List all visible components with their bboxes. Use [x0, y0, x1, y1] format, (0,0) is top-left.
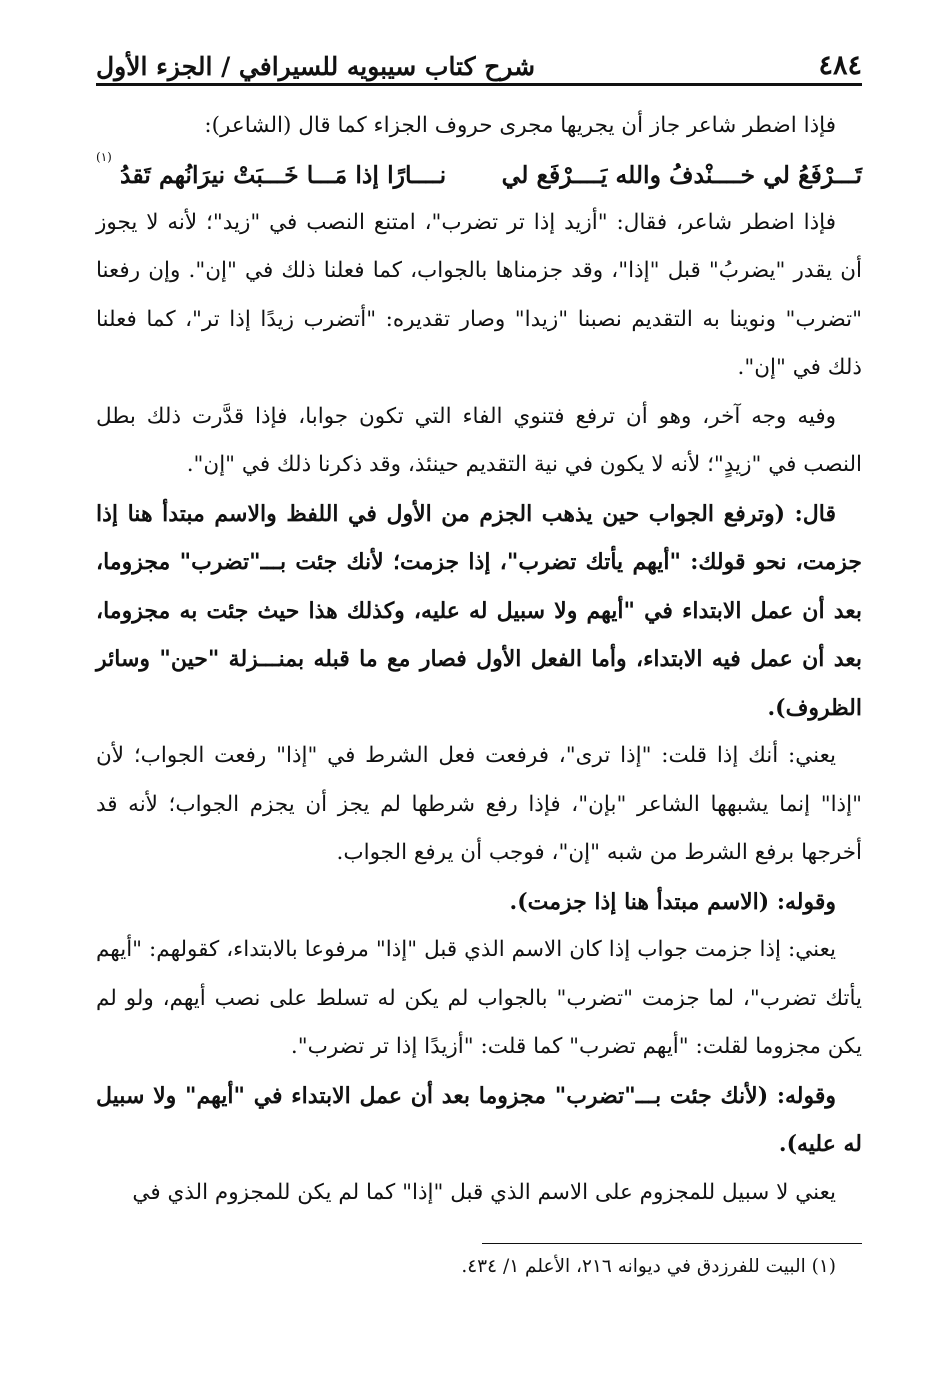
- footnote: (١) البيت للفرزدق في ديوانه ٢١٦، الأعلم ١/ ٤٣٤.: [461, 1256, 836, 1277]
- quoted-text-paragraph: قال: (وترفع الجواب حين يذهب الجزم من الأول في اللفظ والاسم مبتدأ هنا إذا جزمت، نحو قولك: "أيهم يأتك تضرب"، إذا جزمت؛ لأنك جئت بـــ"تضرب" مجزوما، بعد أن عمل الابتداء في "أيهم ولا سبيل له عليه، وكذلك هذا حيث جئت به مجزوما، بعد أن عمل فيه الابتداء، وأما الفعل الأول فصار مع ما قبله بمنـــزلة "حين" وسائر الظروف).: [96, 500, 862, 721]
- verse-first-hemistich-text: تَـــرْفَعُ لي خــــنْدفُ والله يَــــرْفَع لي: [501, 160, 862, 189]
- paragraph: يعني: إذا جزمت جواب إذا كان الاسم الذي قبل "إذا" مرفوعا بالابتداء، كقولهم: "أيهم يأتك تضرب"، لما جزمت "تضرب" بالجواب لم يكن له تسلط على نصب أيهم، ولو لم يكن مجزوما لقلت: "أيهم تضرب" كما قلت: "أزيدًا إذا تر تضرب".: [96, 937, 862, 1059]
- paragraph: وفيه وجه آخر، وهو أن ترفع فتنوي الفاء التي تكون جوابا، فإذا قدَّرت ذلك بطل النصب في "زيدٍ"؛ لأنه لا يكون في نية التقديم حينئذ، وقد ذكرنا ذلك في "إن".: [96, 403, 862, 477]
- page-header: [96, 40, 862, 86]
- body-text: [96, 102, 862, 1217]
- footnote-divider: [482, 1243, 862, 1244]
- footnote-marker: (١): [96, 149, 112, 164]
- paragraph: يعني لا سبيل للمجزوم على الاسم الذي قبل "إذا" كما لم يكن للمجزوم الذي في: [132, 1179, 836, 1205]
- paragraph: فإذا اضطر شاعر، فقال: "أزيد إذا تر تضرب"، امتنع النصب في "زيد"؛ لأنه لا يجوز أن يقدر "يضربُ" قبل "إذا"، وقد جزمناها بالجواب، كما فعلنا ذلك في "إن". وإن رفعنا "تضرب" ونوينا به التقديم نصبنا "زيدا" وصار تقديره: "أتضرب زيدًا إذا تر"، كما فعلنا ذلك في "إن".: [96, 209, 862, 380]
- verse-second-hemistich: [96, 151, 446, 199]
- verse-second-hemistich-text: نــــارًا إذا مَـــا خَـــبَتْ نيرَانُهم تَقدُ: [120, 160, 447, 189]
- paragraph: فإذا اضطر شاعر جاز أن يجريها مجرى حروف الجزاء كما قال (الشاعر):: [204, 113, 836, 138]
- verse-first-hemistich: [502, 151, 862, 199]
- poetry-verse: [96, 151, 862, 199]
- running-title: شرح كتاب سيبويه للسيرافي / الجزء الأول: [96, 52, 536, 81]
- quoted-text-paragraph: وقوله: (لأنك جئت بـــ"تضرب" مجزوما بعد أن عمل الابتداء في "أيهم" ولا سبيل له عليه).: [96, 1082, 862, 1157]
- quoted-text-paragraph: وقوله: (الاسم مبتدأ هنا إذا جزمت).: [509, 888, 836, 915]
- paragraph: يعني: أنك إذا قلت: "إذا ترى"، فرفعت فعل الشرط في "إذا" رفعت الجواب؛ لأن "إذا" إنما يشبهها الشاعر "بإن"، فإذا رفع شرطها لم يجز أن يجزم الجواب؛ لأنه قد أخرجها برفع الشرط من شبه "إن"، فوجب أن يرفع الجواب.: [96, 743, 862, 865]
- page-number: ٤٨٤: [818, 50, 862, 81]
